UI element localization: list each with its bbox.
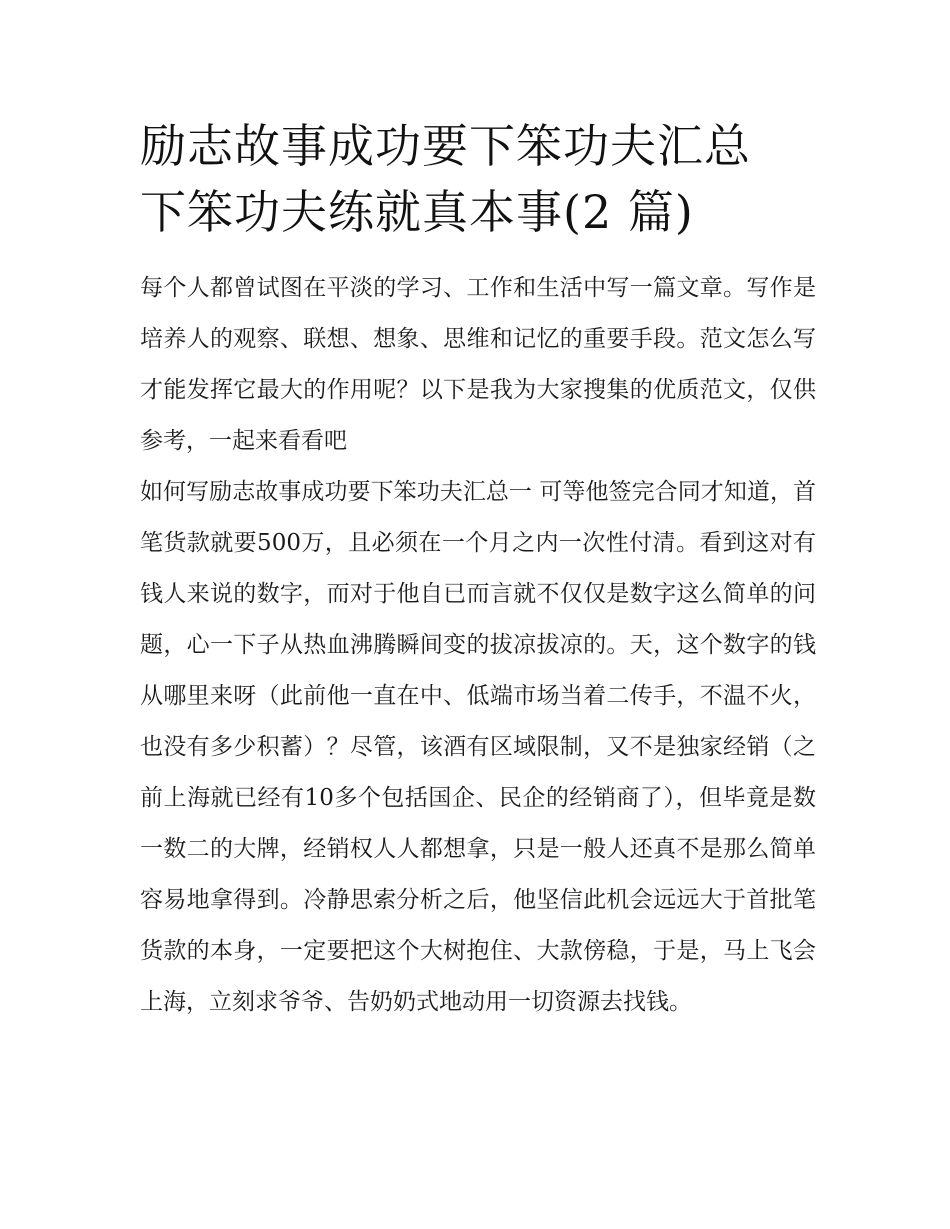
title-line-1: 励志故事成功要下笨功夫汇总 [140, 119, 751, 173]
body-paragraph: 如何写励志故事成功要下笨功夫汇总一 可等他签完合同才知道，首笔货款就要500万，且必须在一个月之内一次性付清。看到这对有钱人来说的数字，而对于他自已而言就不仅仅是数字这么简单的问题，心一下子从热血沸腾瞬间变的拔凉拔凉的。天，这个数字的钱从哪里来呀（此前他一直在中、低端市场当着二传手，不温不火，也没有多少积蓄）？尽管，该酒有区域限制，又不是独家经销（之前上海就已经有10多个包括国企、民企的经销商了），但毕竟是数一数二的大牌，经销权人人都想拿，只是一般人还真不是那么简单容易地拿得到。冷静思索分析之后，他坚信此机会远远大于首批笔货款的本身，一定要把这个大树抱住、大款傍稳，于是，马上飞会上海，立刻求爷爷、告奶奶式地动用一切资源去找钱。 [140, 479, 816, 1015]
document-content [140, 113, 816, 1028]
intro-paragraph: 每个人都曾试图在平淡的学习、工作和生活中写一篇文章。写作是培养人的观察、联想、想象、思维和记忆的重要手段。范文怎么写才能发挥它最大的作用呢？以下是我为大家搜集的优质范文，仅供参考，一起来看看吧 [140, 275, 816, 454]
title-line-2: 下笨功夫练就真本事(2 篇) [140, 185, 694, 239]
document-title [140, 113, 816, 245]
